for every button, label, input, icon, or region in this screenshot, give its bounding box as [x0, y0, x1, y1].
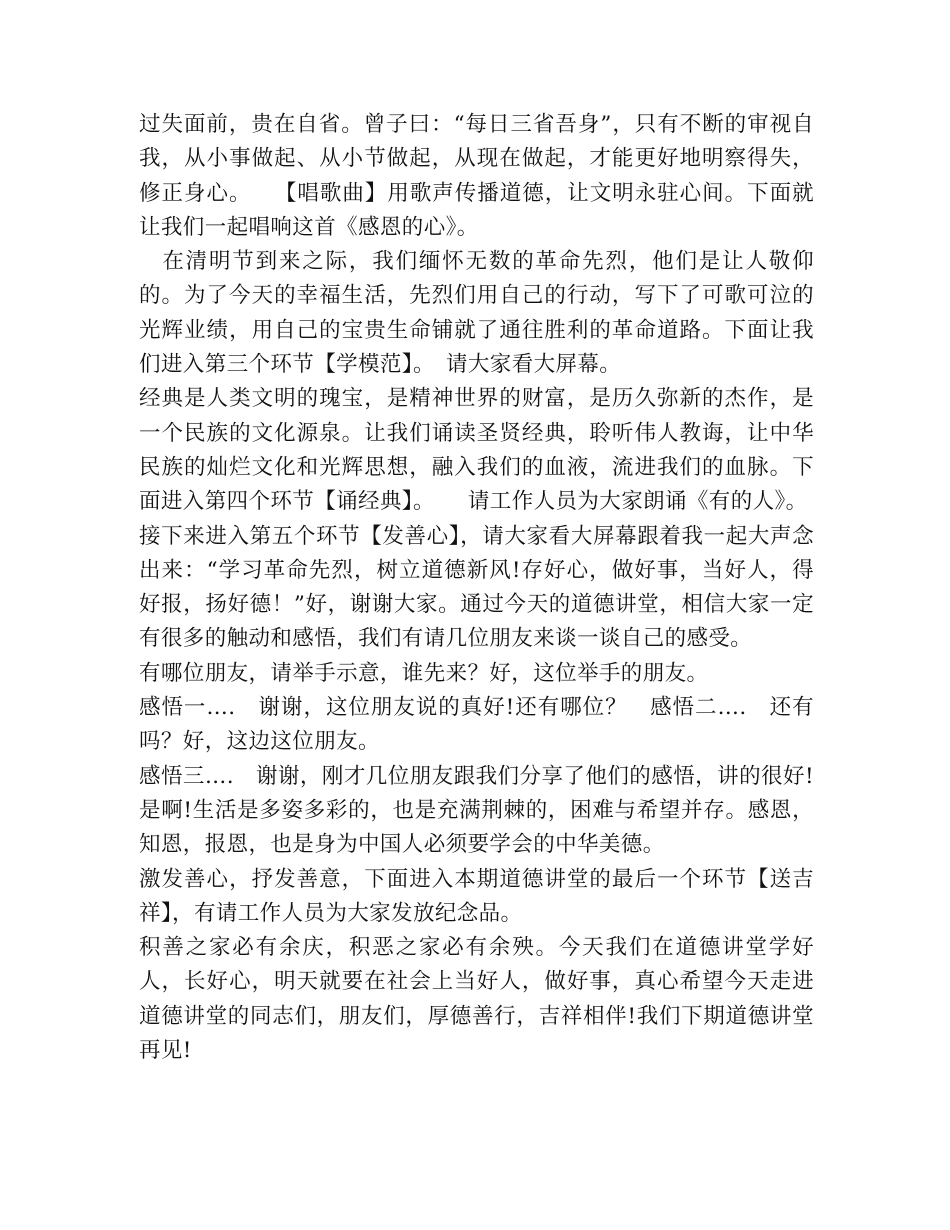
paragraph-3: 经典是人类文明的瑰宝，是精神世界的财富，是历久弥新的杰作，是一个民族的文化源泉。让我们诵读圣贤经典，聆听伟人教诲，让中华民族的灿烂文化和光辉思想，融入我们的血液，流进我们的血脉。下面进入第四个环节【诵经典】。 请工作人员为大家朗诵《有的人》。: [139, 386, 814, 515]
paragraph-2: 在清明节到来之际，我们缅怀无数的革命先烈，他们是让人敬仰的。为了今天的幸福生活，先烈们用自己的行动，写下了可歌可泣的光辉业绩，用自己的宝贵生命铺就了通往胜利的革命道路。下面让我们进入第三个环节【学模范】。 请大家看大屏幕。: [139, 249, 814, 378]
paragraph-1: 过失面前，贵在自省。曾子曰：“每日三省吾身”，只有不断的审视自我，从小事做起、从小节做起，从现在做起，才能更好地明察得失，修正身心。 【唱歌曲】用歌声传播道德，让文明永驻心间。下面就让我们一起唱响这首《感恩的心》。: [139, 112, 814, 240]
paragraph-4: 接下来进入第五个环节【发善心】，请大家看大屏幕跟着我一起大声念出来：“学习革命先烈，树立道德新风!存好心，做好事，当好人，得好报，扬好德！”好，谢谢大家。通过今天的道德讲堂，相信大家一定有很多的触动和感悟，我们有请几位朋友来谈一谈自己的感受。: [139, 523, 814, 652]
paragraph-7: 感悟三…. 谢谢，刚才几位朋友跟我们分享了他们的感悟，讲的很好!是啊!生活是多姿多彩的，也是充满荆棘的，困难与希望并存。感恩，知恩，报恩，也是身为中国人必须要学会的中华美德。: [139, 763, 814, 858]
paragraph-5: 有哪位朋友，请举手示意，谁先来？好，这位举手的朋友。: [139, 660, 709, 686]
paragraph-9: 积善之家必有余庆，积恶之家必有余殃。今天我们在道德讲堂学好人，长好心，明天就要在社会上当好人，做好事，真心希望今天走进道德讲堂的同志们，朋友们，厚德善行，吉祥相伴!我们下期道德讲堂再见!: [139, 935, 814, 1064]
paragraph-8: 激发善心，抒发善意，下面进入本期道德讲堂的最后一个环节【送吉祥】，有请工作人员为大家发放纪念品。: [139, 866, 814, 926]
paragraph-6: 感悟一…. 谢谢，这位朋友说的真好!还有哪位？ 感悟二…. 还有吗？好，这边这位朋友。: [139, 695, 814, 755]
document-body: [139, 108, 814, 1068]
